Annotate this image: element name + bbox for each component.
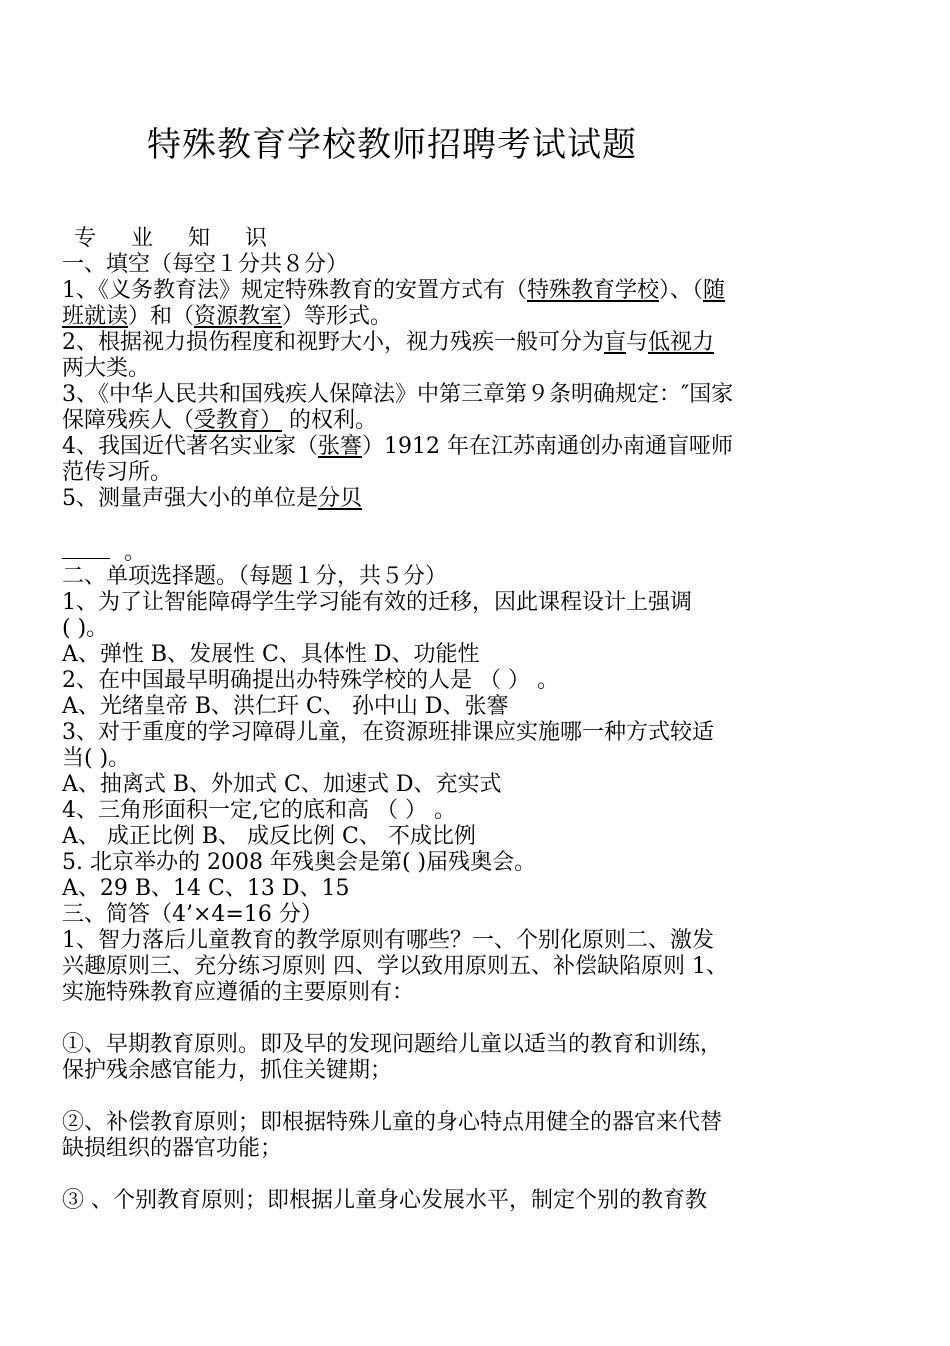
part3-body xyxy=(62,928,822,1214)
choice-line: 4、三角形面积一定,它的底和高 （ ） 。 xyxy=(62,798,456,823)
answer-underline xyxy=(62,538,110,559)
part2-body xyxy=(62,590,822,902)
blank-line xyxy=(62,512,822,538)
fill-q1-answer1: 特殊教育学校 xyxy=(527,278,660,303)
blank-line xyxy=(62,1084,822,1110)
choice-line: 2、在中国最早明确提出办特殊学校的人是 （ ） 。 xyxy=(62,668,559,693)
choice-line: A、弹性 B、发展性 C、具体性 D、功能性 xyxy=(62,642,480,667)
fill-q2-answer1: 盲 xyxy=(604,330,627,355)
document-body xyxy=(62,226,822,1214)
fill-q2-line2: 两大类。 xyxy=(62,356,151,381)
answer-line: 1、智力落后儿童教育的教学原则有哪些？一、个别化原则二、激发 xyxy=(62,928,714,953)
blank-line xyxy=(62,1006,822,1032)
fill-q1-answer2: 随 xyxy=(703,278,726,303)
fill-q4-line2: 范传习所。 xyxy=(62,460,173,485)
answer-line: ①、早期教育原则。即及早的发现问题给儿童以适当的教育和训练， xyxy=(62,1032,723,1057)
fill-q3-line2 xyxy=(62,408,822,434)
fill-q4-text: ）1912 年在江苏南通创办南通盲哑师 xyxy=(362,434,733,459)
choice-line: A、光绪皇帝 B、洪仁玕 C、 孙中山 D、张謇 xyxy=(62,694,509,719)
fill-q2-line1 xyxy=(62,330,822,356)
answer-line: ③ 、个别教育原则；即根据儿童身心发展水平，制定个别的教育教 xyxy=(62,1188,707,1213)
blank-line xyxy=(62,1162,822,1188)
fill-q1-text: ）、（ xyxy=(659,278,704,303)
fill-q1-answer2: 班就读 xyxy=(62,304,129,329)
fill-q1-text: ）和（ xyxy=(128,304,195,329)
fill-q1-text: ）等形式。 xyxy=(282,304,393,329)
fill-q1-answer3: 资源教室 xyxy=(194,304,283,329)
choice-line: 5. 北京举办的 2008 年残奥会是第( )届残奥会。 xyxy=(62,850,537,875)
fill-q3-text: 保障残疾人（ xyxy=(62,408,195,433)
answer-line: 兴趣原则三、充分练习原则 四、学以致用原则五、补偿缺陷原则 1、 xyxy=(62,954,728,979)
fill-q5-answer1: 分贝 xyxy=(318,486,363,511)
part3-heading: 三、简答（4’×4=16 分） xyxy=(62,902,323,927)
fill-q4-answer1: 张謇 xyxy=(318,434,363,459)
fill-q1-line2 xyxy=(62,304,822,330)
fill-q5-line2 xyxy=(62,538,822,564)
document-title: 特殊教育学校教师招聘考试试题 xyxy=(147,125,637,165)
choice-line: A、29 B、14 C、13 D、15 xyxy=(62,876,350,901)
fill-q3-text: 的权利。 xyxy=(282,408,378,433)
fill-q1-text: 1、《义务教育法》规定特殊教育的安置方式有（ xyxy=(62,278,527,303)
fill-q5-line1 xyxy=(62,486,822,512)
fill-q5-text: 5、测量声强大小的单位是 xyxy=(62,486,318,511)
choice-line: 当( )。 xyxy=(62,746,131,771)
fill-q2-text: 与 xyxy=(626,330,649,355)
fill-q1-line1 xyxy=(62,278,822,304)
section-label: 专 业 知 识 xyxy=(74,226,281,251)
answer-line: 保护残余感官能力，抓住关键期； xyxy=(62,1058,393,1083)
fill-q3-answer1: 受教育） xyxy=(194,408,283,433)
choice-line: A、抽离式 B、外加式 C、加速式 D、充实式 xyxy=(62,772,502,797)
fill-q3-line1: 3、《中华人民共和国残疾人保障法》中第三章第９条明确规定：″国家 xyxy=(62,382,734,407)
fill-q4-line1 xyxy=(62,434,822,460)
answer-line: ②、补偿教育原则；即根据特殊儿童的身心特点用健全的器官来代替 xyxy=(62,1110,723,1135)
fill-q5-text: 。 xyxy=(124,540,147,564)
answer-line: 实施特殊教育应遵循的主要原则有： xyxy=(62,980,415,1005)
fill-q2-answer2: 低视力 xyxy=(648,330,715,355)
choice-line: A、 成正比例 B、 成反比例 C、 不成比例 xyxy=(62,824,476,849)
choice-line: 1、为了让智能障碍学生学习能有效的迁移，因此课程设计上强调 xyxy=(62,590,692,615)
fill-q4-text: 4、我国近代著名实业家（ xyxy=(62,434,318,459)
answer-line: 缺损组织的器官功能； xyxy=(62,1136,283,1161)
part1-heading: 一、填空（每空１分共８分） xyxy=(62,252,349,277)
fill-q2-text: 2、根据视力损伤程度和视野大小，视力残疾一般可分为 xyxy=(62,330,604,355)
choice-line: 3、对于重度的学习障碍儿童，在资源班排课应实施哪一种方式较适 xyxy=(62,720,714,745)
part2-heading: 二、单项选择题。（每题１分，共５分） xyxy=(62,564,448,589)
choice-line: ( )。 xyxy=(62,616,109,641)
